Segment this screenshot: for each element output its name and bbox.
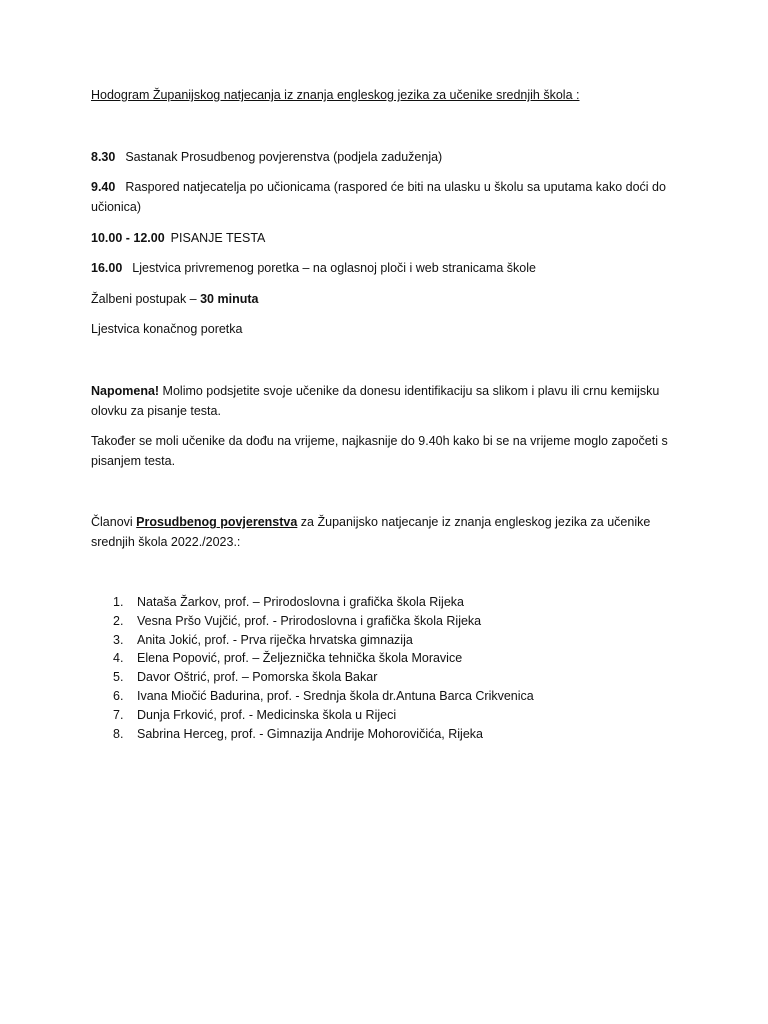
list-number: 7.	[113, 707, 124, 722]
list-text: Vesna Pršo Vujčić, prof. - Prirodoslovna i grafička škola Rijeka	[137, 613, 482, 628]
schedule-text: Raspored natjecatelja po učionicama (raspored će biti na ulasku u školu sa uputama kako doći do učionica)	[91, 180, 666, 214]
list-number: 3.	[113, 632, 124, 647]
list-item	[113, 631, 534, 650]
schedule-item	[91, 258, 681, 278]
list-item	[113, 649, 534, 668]
list-number: 6.	[113, 688, 124, 703]
title-suffix: :	[572, 88, 580, 102]
title-text: Hodogram Županijskog natjecanja iz znanja engleskog jezika za učenike srednjih škola	[91, 88, 573, 102]
schedule-time: 8.30	[91, 150, 116, 164]
list-text: Dunja Frković, prof. - Medicinska škola u Rijeci	[137, 707, 397, 722]
appeal-line	[91, 289, 681, 309]
list-text: Sabrina Herceg, prof. - Gimnazija Andrije Mohorovičića, Rijeka	[137, 726, 483, 741]
members-intro-prefix: Članovi	[91, 515, 137, 529]
list-item	[113, 668, 534, 687]
list-number: 5.	[113, 670, 124, 685]
list-item	[113, 612, 534, 631]
note-text: Molimo podsjetite svoje učenike da donesu identifikaciju sa slikom i plavu ili crnu kemijsku olovku za pisanje testa.	[91, 384, 660, 418]
list-text: Anita Jokić, prof. - Prva riječka hrvatska gimnazija	[137, 632, 413, 647]
members-intro	[91, 512, 681, 552]
list-item	[113, 593, 534, 612]
appeal-prefix: Žalbeni postupak –	[91, 292, 201, 306]
schedule-text: Sastanak Prosudbenog povjerenstva (podjela zaduženja)	[125, 150, 443, 164]
list-number: 4.	[113, 651, 124, 666]
schedule-item	[91, 177, 681, 217]
list-text: Nataša Žarkov, prof. – Prirodoslovna i grafička škola Rijeka	[137, 595, 464, 609]
list-text: Ivana Miočić Badurina, prof. - Srednja škola dr.Antuna Barca Crikvenica	[137, 688, 534, 703]
list-number: 1.	[113, 595, 124, 609]
page-title	[91, 85, 681, 105]
list-number: 2.	[113, 613, 124, 628]
note-label: Napomena!	[91, 384, 160, 398]
final-ranking-line: Ljestvica konačnog poretka	[91, 322, 243, 336]
list-item	[113, 687, 534, 706]
list-number: 8.	[113, 726, 124, 741]
members-list	[113, 593, 534, 743]
committee-name: Prosudbenog povjerenstva	[136, 515, 298, 529]
schedule-time: 16.00	[91, 261, 123, 275]
note-paragraph-2: Također se moli učenike da dođu na vrijeme, najkasnije do 9.40h kako bi se na vrijeme moglo započeti s pisanjem testa.	[91, 434, 668, 468]
list-text: Elena Popović, prof. – Željeznička tehnička škola Moravice	[137, 651, 463, 666]
list-text: Davor Oštrić, prof. – Pomorska škola Bakar	[137, 670, 378, 685]
schedule-item	[91, 228, 681, 248]
appeal-duration: 30 minuta	[200, 292, 259, 306]
schedule-time: 9.40	[91, 180, 116, 194]
list-item	[113, 725, 534, 744]
schedule-text: Ljestvica privremenog poretka – na oglasnoj ploči i web stranicama škole	[132, 261, 536, 275]
schedule-item	[91, 147, 681, 167]
list-item	[113, 706, 534, 725]
schedule-text: PISANJE TESTA	[170, 231, 266, 245]
schedule-time: 10.00 - 12.00	[91, 231, 165, 245]
note-paragraph	[91, 381, 681, 421]
members-intro-suffix: za Županijsko natjecanje iz znanja engleskog jezika za učenike srednjih škola 2022./2023.:	[91, 515, 651, 549]
